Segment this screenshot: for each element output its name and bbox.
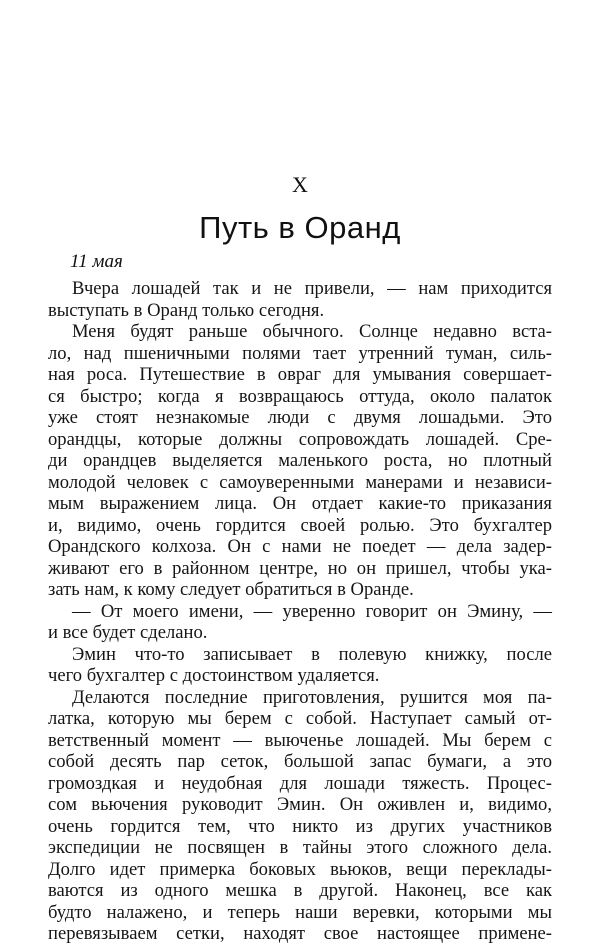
text-line: чего бухгалтер с достоинством удаляется. bbox=[48, 665, 380, 686]
text-line: перевязываем сетки, находят свое настоящее примене- bbox=[48, 923, 552, 944]
chapter-number: X bbox=[292, 172, 308, 197]
text-line: — От моего имени, — уверенно говорит он Эмину, — bbox=[72, 600, 552, 622]
text-line: и, видимо, очень гордится своей ролью. Это бухгалтер bbox=[48, 514, 552, 536]
text-line: очень гордится тем, что никто из других участников bbox=[48, 815, 552, 837]
text-line: зать нам, к кому следует обратиться в Оранде. bbox=[48, 579, 414, 600]
text-line: сом вьючения руководит Эмин. Он оживлен и, видимо, bbox=[48, 794, 552, 815]
body-text bbox=[48, 278, 552, 945]
text-line: уже стоят незнакомые люди с двумя лошадьми. Это bbox=[48, 407, 552, 428]
text-line: ди орандцев выделяется маленького роста, но плотный bbox=[48, 450, 552, 471]
text-line: Эмин что-то записывает в полевую книжку, после bbox=[72, 643, 552, 665]
text-line: экспедиции не посвящен в тайны этого сложного дела. bbox=[48, 837, 552, 858]
text-line: ваются из одного мешка в другой. Наконец, все как bbox=[48, 880, 552, 901]
text-line: ветственный момент — выюченье лошадей. Мы берем с bbox=[48, 729, 552, 751]
text-line: орандцы, которые должны сопровождать лошадей. Сре- bbox=[48, 428, 552, 450]
diary-date: 11 мая bbox=[70, 251, 123, 272]
text-line: ся быстро; когда я возвращаюсь оттуда, около палаток bbox=[48, 385, 552, 407]
text-line: Орандского колхоза. Он с нами не поедет — дела задер- bbox=[48, 536, 552, 557]
text-line: Делаются последние приготовления, рушится моя па- bbox=[72, 686, 552, 708]
text-line: будто налажено, и теперь наши веревки, которыми мы bbox=[48, 901, 552, 923]
chapter-title: Путь в Оранд bbox=[199, 210, 401, 245]
text-line: живают его в районном центре, но он пришел, чтобы ука- bbox=[48, 557, 552, 579]
text-line: громоздкая и неудобная для лошади тяжесть. Процес- bbox=[48, 772, 552, 794]
text-line: Долго идет примерка боковых вьюков, вещи переклады- bbox=[48, 858, 552, 880]
text-line: Вчера лошадей так и не привели, — нам приходится bbox=[72, 278, 552, 299]
text-line: выступать в Оранд только сегодня. bbox=[48, 299, 325, 321]
text-line: и все будет сделано. bbox=[48, 622, 208, 643]
text-line: собой десять пар сеток, большой запас бумаги, а это bbox=[48, 751, 552, 772]
text-line: ная роса. Путешествие в овраг для умывания совершает- bbox=[48, 364, 552, 385]
text-line: молодой человек с самоуверенными манерами и независи- bbox=[48, 471, 552, 493]
text-line: Меня будят раньше обычного. Солнце недавно вста- bbox=[72, 321, 552, 342]
text-line: мым выражением лица. Он отдает какие-то приказания bbox=[48, 493, 552, 514]
text-line: ло, над пшеничными полями тает утренний туман, силь- bbox=[48, 342, 552, 364]
text-line: латка, которую мы берем с собой. Наступает самый от- bbox=[48, 708, 552, 729]
